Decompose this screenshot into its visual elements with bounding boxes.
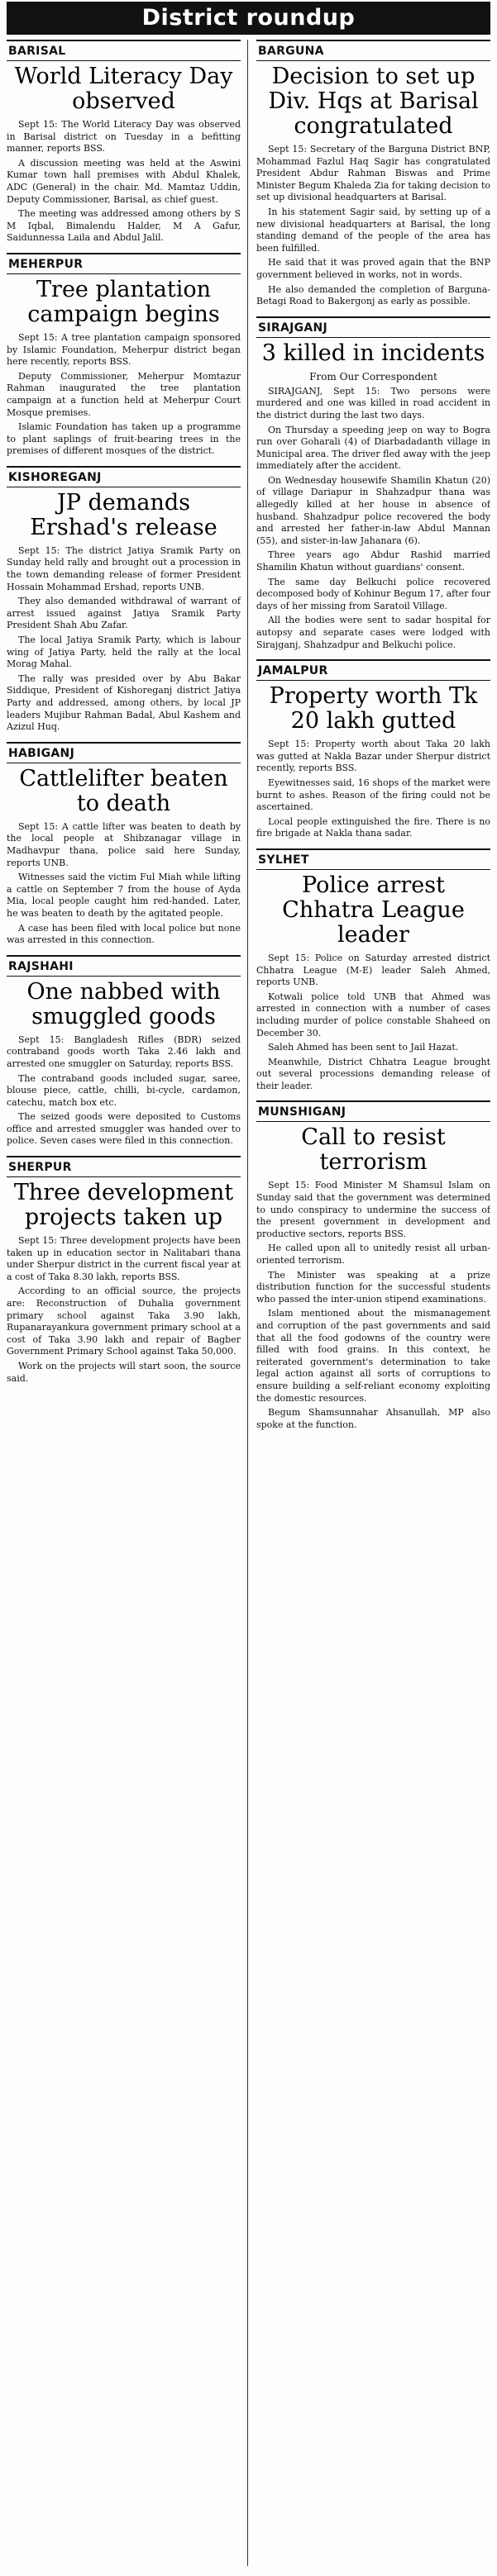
story-paragraph: Local people extinguished the fire. There is no fire brigade at Nakla thana sadar. xyxy=(256,815,490,839)
story-paragraph: The local Jatiya Sramik Party, which is labour wing of Jatiya Party, held the rally at the local Morag Mahal. xyxy=(7,634,241,670)
story-headline: Property worth Tk 20 lakh gutted xyxy=(269,683,478,734)
story-paragraph: A case has been filed with local police but none was arrested in this connection. xyxy=(7,922,241,946)
story-body xyxy=(7,1235,241,1385)
story-paragraph: On Thursday a speeding jeep on way to Bogra run over Goharali (4) of Diarbadadanth village in Municipal area. The driver fled away with the jeep immediately after the accident. xyxy=(256,424,490,472)
district-label: SHERPUR xyxy=(7,1156,241,1177)
district-label: BARISAL xyxy=(7,40,241,61)
district-label: RAJSHAHI xyxy=(7,955,241,977)
story-paragraph: Sept 15: A cattle lifter was beaten to death by the local people at Shibzanagar village in Madhavpur thana, police said here Sunday, reports UNB. xyxy=(7,820,241,868)
story-paragraph: Sept 15: Police on Saturday arrested district Chhatra League (M-E) leader Saleh Ahmed, reports UNB. xyxy=(256,952,490,988)
story-paragraph: Work on the projects will start soon, the source said. xyxy=(7,1361,241,1384)
story-body xyxy=(7,821,241,947)
story-paragraph: On Wednesday housewife Shamilin Khatun (20) of village Dariapur in Shahzadpur thana was allegedly killed at her house in absence of husband. Shahzadpur police recovered the body and arrested her father-in-law Abdul Mannan (55), and sister-in-law Jahanara (6). xyxy=(256,474,490,546)
story-paragraph: Sept 15: Food Minister M Shamsul Islam on Sunday said that the government was determined to undo conspiracy to undermine the success of the present government in development and productive sectors, reports BSS. xyxy=(256,1180,490,1239)
story-headline: World Literacy Day observed xyxy=(14,64,233,114)
story-headline: One nabbed with smuggled goods xyxy=(26,978,221,1029)
story-body xyxy=(7,332,241,458)
story-paragraph: All the bodies were sent to sadar hospital for autopsy and separate cases were lodged with Sirajganj, Shahzadpur and Belkuchi police. xyxy=(256,615,490,650)
story-headline: Three development projects taken up xyxy=(13,1180,234,1231)
story-paragraph: Meanwhile, District Chhatra League brought out several processions demanding release of their leader. xyxy=(256,1056,490,1091)
left-column xyxy=(7,40,248,2566)
story-body xyxy=(7,545,241,734)
story-paragraph: According to an official source, the projects are: Reconstruction of Duhalia government primary school against Taka 3.90 lakh, Rupanarayankura government primary school at a cost of Taka 3.90 lakh and repair of Bagber Government Primary School against Taka 50,000. xyxy=(7,1286,241,1357)
story-paragraph: Sept 15: Secretary of the Barguna District BNP, Mohammad Fazlul Haq Sagir has congratulated President Abdur Rahman Biswas and Prime Minister Begum Khaleda Zia for taking decision to set up divisional headquarters at Barisal. xyxy=(256,144,490,203)
story-body xyxy=(256,386,490,651)
story-barguna xyxy=(256,40,490,308)
story-kishoreganj xyxy=(7,466,241,734)
district-label: SIRAJGANJ xyxy=(256,316,490,338)
district-label: JAMALPUR xyxy=(256,659,490,681)
story-paragraph: In his statement Sagir said, by setting up of a new divisional headquarters at Barisal, the long standing demand of the people of the area has been fulfilled. xyxy=(256,206,490,254)
story-paragraph: Sept 15: Three development projects have been taken up in education sector in Nalitabari thana under Sherpur district in the current fiscal year at a cost of Taka 8.30 lakh, reports BSS. xyxy=(7,1235,241,1282)
story-body xyxy=(7,119,241,245)
story-rajshahi xyxy=(7,955,241,1148)
district-label: BARGUNA xyxy=(256,40,490,61)
story-body xyxy=(256,739,490,840)
story-paragraph: Sept 15: Bangladesh Rifles (BDR) seized contraband goods worth Taka 2.46 lakh and arrested one smuggler on Saturday, reports BSS. xyxy=(7,1034,241,1069)
story-paragraph: Three years ago Abdur Rashid married Shamilin Khatun without guardians' consent. xyxy=(256,549,490,573)
district-label: HABIGANJ xyxy=(7,742,241,763)
story-paragraph: The Minister was speaking at a prize distribution function for the successful students who passed the inter-union stipend examinations. xyxy=(256,1269,490,1305)
story-paragraph: Sept 15: The district Jatiya Sramik Party on Sunday held rally and brought out a procession in the town demanding release of former President Hossain Mohammad Ershad, reports UNB. xyxy=(7,544,241,592)
story-paragraph: Witnesses said the victim Ful Miah while lifting a cattle on September 7 from the house of Ayda Mia, local people caught him red-handed. Later, he was beaten to death by the agitated people. xyxy=(7,872,241,919)
district-label: KISHOREGANJ xyxy=(7,466,241,487)
district-label: SYLHET xyxy=(256,848,490,870)
story-headline: Call to resist terrorism xyxy=(301,1124,446,1176)
story-paragraph: The same day Belkuchi police recovered decomposed body of Kohinur Begum 17, after four days of her missing from Saratoil Village. xyxy=(256,576,490,611)
story-headline: Tree plantation campaign begins xyxy=(27,276,220,327)
story-headline: 3 killed in incidents xyxy=(261,340,485,366)
district-label: MUNSHIGANJ xyxy=(256,1100,490,1122)
masthead: District roundup xyxy=(7,2,490,35)
columns xyxy=(7,40,490,2566)
story-paragraph: He also demanded the completion of Barguna-Betagi Road to Bakergonj as early as possible. xyxy=(256,283,490,307)
story-sirajganj xyxy=(256,316,490,651)
district-label: MEHERPUR xyxy=(7,253,241,274)
story-paragraph: Eyewitnesses said, 16 shops of the market were burnt to ashes. Reason of the firing could not be ascertained. xyxy=(256,777,490,813)
story-paragraph: SIRAJGANJ, Sept 15: Two persons were murdered and one was killed in road accident in the district during the last two days. xyxy=(256,385,490,421)
story-body xyxy=(256,1180,490,1431)
story-headline: Police arrest Chhatra League leader xyxy=(282,872,465,948)
story-body xyxy=(256,953,490,1093)
story-paragraph: Saleh Ahmed has been sent to Jail Hazat. xyxy=(268,1042,459,1053)
story-paragraph: Sept 15: Property worth about Taka 20 lakh was gutted at Nakla Bazar under Sherpur district recently, reports BSS. xyxy=(256,739,490,774)
story-body xyxy=(7,1034,241,1148)
story-paragraph: Islamic Foundation has taken up a programme to plant saplings of fruit-bearing trees in the premises of different mosques of the district. xyxy=(7,421,241,457)
right-column xyxy=(256,40,490,2566)
story-paragraph: The rally was presided over by Abu Bakar Siddique, President of Kishoreganj district Jatiya Party and addressed, among others, by local JP leaders Mujibur Rahman Badal, Abul Kashem and Azizul Huq. xyxy=(7,673,241,733)
story-paragraph: He called upon all to unitedly resist all urban-oriented terrorism. xyxy=(256,1243,490,1267)
story-headline: JP demands Ershad's release xyxy=(30,489,217,540)
story-sylhet xyxy=(256,848,490,1093)
story-paragraph: The meeting was addressed among others by S M Iqbal, Bimalendu Halder, M A Gafur, Saidunnessa Laila and Abdul Jalil. xyxy=(7,208,241,244)
story-paragraph: The seized goods were deposited to Customs office and arrested smuggler was handed over to police. Seven cases were filed in this connection. xyxy=(7,1111,241,1147)
story-headline: Cattlelifter beaten to death xyxy=(19,765,228,816)
story-paragraph: The contraband goods included sugar, saree, blouse piece, cattle, chilli, bi-cycle, cardamon, catechu, match box etc. xyxy=(7,1072,241,1108)
story-barisal xyxy=(7,40,241,245)
story-jamalpur xyxy=(256,659,490,840)
story-paragraph: He said that it was proved again that the BNP government believed in works, not in words. xyxy=(256,257,490,280)
story-paragraph: Sept 15: The World Literacy Day was observed in Barisal district on Tuesday in a befitting manner, reports BSS. xyxy=(7,119,241,154)
story-sherpur xyxy=(7,1156,241,1385)
story-munshiganj xyxy=(256,1100,490,1431)
story-body xyxy=(256,144,490,308)
story-paragraph: A discussion meeting was held at the Aswini Kumar town hall premises with Abdul Khalek, ADC (General) in the chair. Md. Mamtaz Uddin, Deputy Commissioner, Barisal, as chief guest. xyxy=(7,157,241,205)
story-paragraph: Begum Shamsunnahar Ahsanullah, MP also spoke at the function. xyxy=(256,1407,490,1430)
story-habiganj xyxy=(7,742,241,947)
story-byline: From Our Correspondent xyxy=(309,370,437,383)
story-meherpur xyxy=(7,253,241,458)
story-paragraph: They also demanded withdrawal of warrant of arrest issued against Jatiya Sramik Party President Shah Abu Zafar. xyxy=(7,596,241,631)
story-paragraph: Sept 15: A tree plantation campaign sponsored by Islamic Foundation, Meherpur district began here recently, reports BSS. xyxy=(7,331,241,368)
story-paragraph: Deputy Commissioner, Meherpur Momtazur Rahman inaugurated the tree plantation campaign at a function held at Meherpur Court Mosque premises. xyxy=(7,370,241,418)
story-paragraph: Islam mentioned about the mismanagement and corruption of the past governments and said that all the food godowns of the country were filled with food grains. In this context, he reiterated government's determination to take legal action against all sorts of corruptions to ensure building a self-reliant economy exploiting the domestic resources. xyxy=(256,1308,490,1404)
story-headline: Decision to set up Div. Hqs at Barisal congratulated xyxy=(268,64,479,139)
story-paragraph: Kotwali police told UNB that Ahmed was arrested in connection with a number of cases including murder of police constable Shaheed on December 30. xyxy=(256,991,490,1038)
